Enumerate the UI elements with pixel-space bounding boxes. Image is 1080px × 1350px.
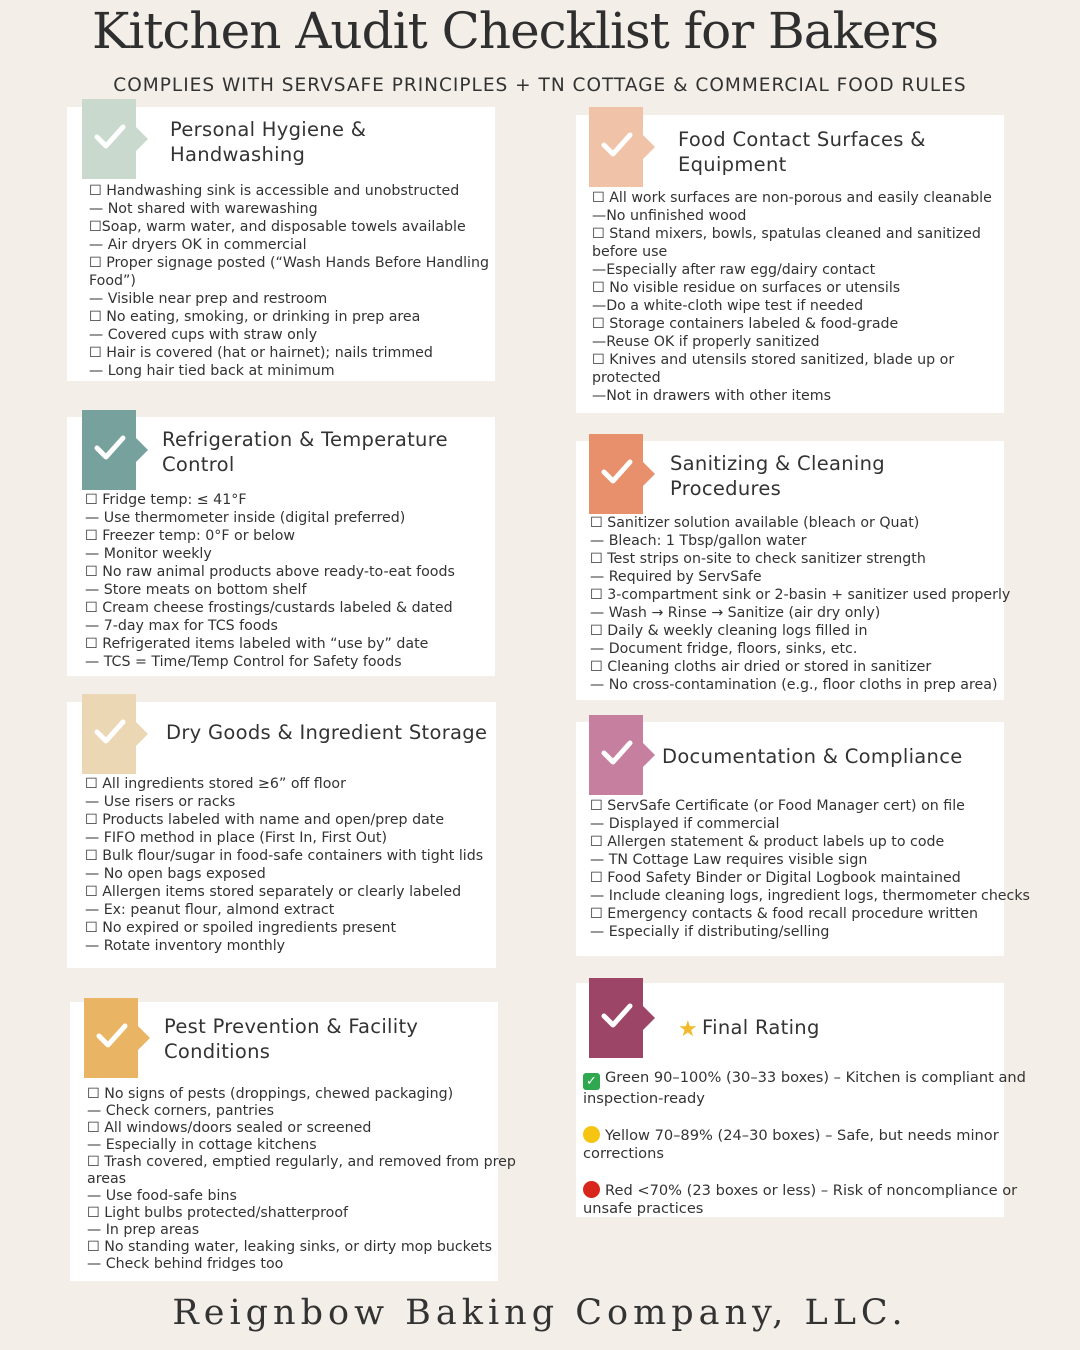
- checkmark-icon: [601, 738, 633, 768]
- checkmark-tab: [82, 694, 136, 774]
- checklist-item: — Monitor weekly: [85, 546, 212, 562]
- checkmark-tab: [82, 99, 136, 179]
- checklist: [590, 514, 1010, 694]
- checklist-item: — Use risers or racks: [85, 794, 236, 810]
- checklist-item: —No unfinished wood: [592, 208, 747, 224]
- checklist-item: — Ex: peanut flour, almond extract: [85, 902, 335, 918]
- checklist-item: ☐ Hair is covered (hat or hairnet); nails trimmed: [89, 345, 433, 361]
- rating-text: Yellow 70–89% (24–30 boxes) – Safe, but needs minor: [605, 1127, 999, 1144]
- checklist-item: ☐ Emergency contacts & food recall procedure written: [590, 906, 979, 922]
- checklist-item: — Air dryers OK in commercial: [89, 237, 307, 253]
- heading-line: Refrigeration & Temperature: [162, 428, 448, 451]
- checklist-item: ☐ Storage containers labeled & food-grade: [592, 316, 899, 332]
- section-heading: [678, 127, 926, 177]
- rating-text: Red <70% (23 boxes or less) – Risk of noncompliance or: [605, 1182, 1018, 1199]
- checklist-item: ☐ Bulk flour/sugar in food-safe containers with tight lids: [85, 848, 484, 864]
- checklist-item: — Use food-safe bins: [87, 1188, 237, 1204]
- section-heading: [678, 1015, 820, 1042]
- checklist-item: ☐ Knives and utensils stored sanitized, blade up or: [592, 352, 955, 368]
- checklist-item: —Do a white-cloth wipe test if needed: [592, 298, 864, 314]
- checkmark-tab: [589, 978, 643, 1058]
- checklist-item: — FIFO method in place (First In, First Out): [85, 830, 388, 846]
- checklist-item: — Check corners, pantries: [87, 1103, 275, 1119]
- rating-red: [583, 1181, 1026, 1218]
- checklist-item: — Document fridge, floors, sinks, etc.: [590, 641, 858, 657]
- checklist-item: ☐ Sanitizer solution available (bleach or Quat): [590, 515, 920, 531]
- checkmark-icon: [94, 433, 126, 463]
- checklist-item: — Bleach: 1 Tbsp/gallon water: [590, 533, 807, 549]
- checklist: [592, 189, 992, 405]
- page-subtitle: COMPLIES WITH SERVSAFE PRINCIPLES + TN COTTAGE & COMMERCIAL FOOD RULES: [113, 75, 967, 96]
- checkmark-icon: [601, 130, 633, 160]
- checklist-item: — Visible near prep and restroom: [89, 291, 328, 307]
- checklist-item: before use: [592, 244, 668, 260]
- checklist-item: —Reuse OK if properly sanitized: [592, 334, 820, 350]
- heading-line: Control: [162, 453, 235, 476]
- checklist-item: Food”): [89, 273, 136, 289]
- rating-text: Green 90–100% (30–33 boxes) – Kitchen is compliant and: [605, 1069, 1026, 1086]
- checklist-item: ☐ Daily & weekly cleaning logs filled in: [590, 623, 868, 639]
- checklist-item: — Required by ServSafe: [590, 569, 762, 585]
- section-heading: [662, 744, 963, 769]
- star-icon: ★: [678, 1017, 699, 1042]
- checklist-item: — Long hair tied back at minimum: [89, 363, 335, 379]
- checklist-item: ☐ ServSafe Certificate (or Food Manager cert) on file: [590, 798, 965, 814]
- checklist-item: ☐ Light bulbs protected/shatterproof: [87, 1205, 349, 1221]
- checklist-item: ☐ Stand mixers, bowls, spatulas cleaned and sanitized: [592, 226, 981, 242]
- checklist-item: ☐ Freezer temp: 0°F or below: [85, 528, 296, 544]
- checklist-item: ☐ No expired or spoiled ingredients present: [85, 920, 397, 936]
- checklist-item: —Not in drawers with other items: [592, 388, 831, 404]
- rating-text: unsafe practices: [583, 1200, 704, 1217]
- checklist-item: ☐ All ingredients stored ≥6” off floor: [85, 776, 346, 792]
- checkmark-tab: [589, 715, 643, 795]
- rating-yellow: [583, 1126, 1026, 1163]
- checklist-item: — No open bags exposed: [85, 866, 266, 882]
- section-heading: [162, 427, 448, 477]
- checkmark-icon: [601, 457, 633, 487]
- checklist-item: ☐ No raw animal products above ready-to-eat foods: [85, 564, 455, 580]
- checklist: [590, 797, 1030, 941]
- heading-line: Equipment: [678, 153, 787, 176]
- rating-text: corrections: [583, 1145, 664, 1162]
- checkmark-tab: [589, 107, 643, 187]
- checklist-item: ☐ Products labeled with name and open/prep date: [85, 812, 445, 828]
- checklist-item: — Covered cups with straw only: [89, 327, 318, 343]
- checkmark-tab: [82, 410, 136, 490]
- checklist-item: ☐ No signs of pests (droppings, chewed packaging): [87, 1086, 454, 1102]
- section-heading: [166, 720, 487, 745]
- checklist-item: ☐ Cleaning cloths air dried or stored in sanitizer: [590, 659, 932, 675]
- yellow-circle-icon: [583, 1126, 600, 1143]
- checkmark-icon: [601, 1001, 633, 1031]
- checklist-item: — Wash → Rinse → Sanitize (air dry only): [590, 605, 881, 621]
- checkmark-icon: [94, 717, 126, 747]
- heading-line: Handwashing: [170, 143, 306, 166]
- checklist-item: — Especially if distributing/selling: [590, 924, 830, 940]
- checklist-item: ☐ Food Safety Binder or Digital Logbook maintained: [590, 870, 961, 886]
- checklist-item: — Store meats on bottom shelf: [85, 582, 307, 598]
- checkmark-icon: [94, 122, 126, 152]
- checklist-item: ☐ Allergen items stored separately or clearly labeled: [85, 884, 462, 900]
- rating-list: [583, 1069, 1026, 1236]
- checklist-item: — Check behind fridges too: [87, 1256, 284, 1272]
- red-circle-icon: [583, 1181, 600, 1198]
- checklist-item: ☐ Proper signage posted (“Wash Hands Before Handling: [89, 255, 489, 271]
- checklist-item: ☐ Test strips on-site to check sanitizer strength: [590, 551, 926, 567]
- checklist-item: —Especially after raw egg/dairy contact: [592, 262, 876, 278]
- checkmark-tab: [84, 998, 138, 1078]
- checkmark-icon: [96, 1021, 128, 1051]
- heading-line: Personal Hygiene &: [170, 118, 367, 141]
- green-check-icon: ✓: [583, 1073, 600, 1090]
- checklist-item: ☐ No standing water, leaking sinks, or dirty mop buckets: [87, 1239, 493, 1255]
- checklist-item: — Rotate inventory monthly: [85, 938, 286, 954]
- heading-line: Dry Goods & Ingredient Storage: [166, 721, 488, 744]
- checklist: [85, 775, 483, 955]
- checklist-item: — No cross-contamination (e.g., floor cloths in prep area): [590, 677, 998, 693]
- heading-line: Sanitizing & Cleaning: [670, 452, 885, 475]
- checklist-item: — In prep areas: [87, 1222, 200, 1238]
- heading-line: Documentation & Compliance: [662, 745, 963, 768]
- checklist-item: ☐Soap, warm water, and disposable towels available: [89, 219, 466, 235]
- heading-line: Food Contact Surfaces &: [678, 128, 926, 151]
- checklist-item: ☐ No visible residue on surfaces or utensils: [592, 280, 901, 296]
- heading-line: Conditions: [164, 1040, 271, 1063]
- checklist-item: — Use thermometer inside (digital preferred): [85, 510, 406, 526]
- checklist-item: ☐ Cream cheese frostings/custards labeled & dated: [85, 600, 453, 616]
- rating-green: [583, 1069, 1026, 1108]
- checklist-item: protected: [592, 370, 661, 386]
- checklist-item: ☐ No eating, smoking, or drinking in prep area: [89, 309, 421, 325]
- checklist-item: ☐ Handwashing sink is accessible and unobstructed: [89, 183, 460, 199]
- company-footer: Reignbow Baking Company, LLC.: [172, 1293, 908, 1333]
- checklist-item: ☐ All windows/doors sealed or screened: [87, 1120, 372, 1136]
- checklist-item: ☐ Allergen statement & product labels up to code: [590, 834, 945, 850]
- section-heading: [164, 1014, 418, 1064]
- checklist-item: ☐ Trash covered, emptied regularly, and removed from prep: [87, 1154, 516, 1170]
- checklist-item: ☐ 3-compartment sink or 2-basin + sanitizer used properly: [590, 587, 1011, 603]
- checklist-item: — Displayed if commercial: [590, 816, 780, 832]
- heading-line: Procedures: [670, 477, 782, 500]
- final-rating-title: Final Rating: [702, 1016, 820, 1039]
- checklist-item: — Not shared with warewashing: [89, 201, 318, 217]
- section-heading: [670, 451, 885, 501]
- checklist-item: — 7-day max for TCS foods: [85, 618, 278, 634]
- checklist-item: — Include cleaning logs, ingredient logs, thermometer checks: [590, 888, 1030, 904]
- checklist-item: areas: [87, 1171, 127, 1187]
- checklist-item: — Especially in cottage kitchens: [87, 1137, 317, 1153]
- checklist: [89, 182, 489, 380]
- checklist-item: ☐ Fridge temp: ≤ 41°F: [85, 492, 247, 508]
- checklist-item: ☐ Refrigerated items labeled with “use by” date: [85, 636, 429, 652]
- checklist: [87, 1086, 516, 1273]
- checklist-item: ☐ All work surfaces are non-porous and easily cleanable: [592, 190, 992, 206]
- checkmark-tab: [589, 434, 643, 514]
- checklist-item: — TCS = Time/Temp Control for Safety foods: [85, 654, 402, 670]
- checklist-item: — TN Cottage Law requires visible sign: [590, 852, 868, 868]
- page-title: Kitchen Audit Checklist for Bakers: [91, 2, 938, 60]
- rating-text: inspection-ready: [583, 1090, 705, 1107]
- checklist: [85, 491, 455, 671]
- heading-line: Pest Prevention & Facility: [164, 1015, 419, 1038]
- section-heading: [170, 117, 366, 167]
